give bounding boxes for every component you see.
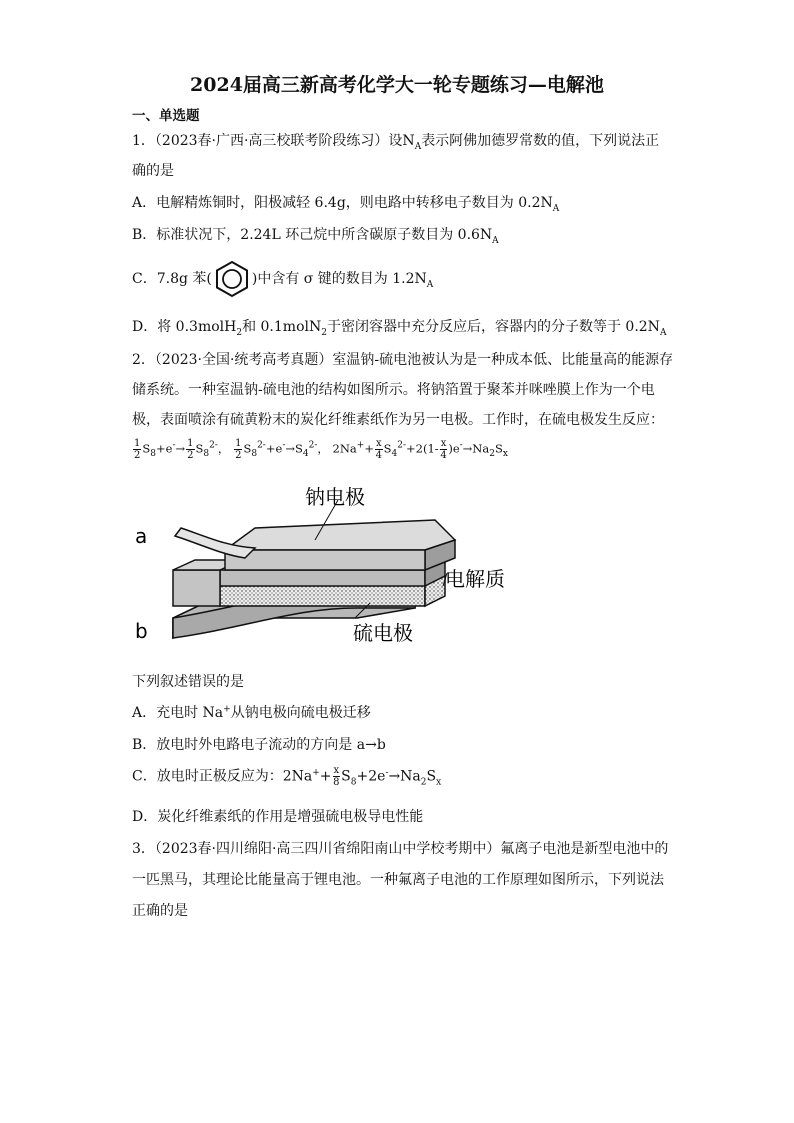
sodium-electrode-label: 钠电极 xyxy=(305,485,365,509)
terminal-a-label: a xyxy=(135,524,148,548)
q2-stem-line2: 储系统。一种室温钠-硫电池的结构如图所示。将钠箔置于聚苯并咪唑膜上作为一个电 xyxy=(132,382,655,398)
electrolyte-label: 电解质 xyxy=(445,567,505,591)
q3-stem-line2: 一匹黑马，其理论比能量高于锂电池。一种氟离子电池的工作原理如图所示，下列说法 xyxy=(132,872,664,888)
q2-option-b: B．放电时外电路电子流动的方向是 a→b xyxy=(132,737,386,753)
q1-option-d: D．将 0.3molH$_2$和 0.1molN$_2$于密闭容器中充分反应后，容器内的分子数等于 $0.2N_A$ xyxy=(132,319,667,338)
document-title: 2024届高三新高考化学大一轮专题练习—电解池 xyxy=(190,74,604,96)
section-heading: 一、单选题 xyxy=(132,108,200,124)
benzene-ring-icon xyxy=(212,259,252,299)
q1-option-b: B．标准状况下，2.24L 环己烷中所含碳原子数目为 $0.6N_A$ xyxy=(132,227,499,246)
q2-option-d: D．炭化纤维素纸的作用是增强硫电极导电性能 xyxy=(132,809,424,825)
q3-stem-line1: 3．（2023春·四川绵阳·高三四川省绵阳南山中学校考期中）氟离子电池是新型电池中的 xyxy=(132,841,669,857)
q2-ask: 下列叙述错误的是 xyxy=(132,674,244,690)
sulfur-electrode-label: 硫电极 xyxy=(353,621,413,645)
q1-option-a: A．电解精炼铜时，阳极减轻 6.4g，则电路中转移电子数目为 $0.2N_A$ xyxy=(132,195,560,214)
q1-stem-line1: 1．（2023春·广西·高三校联考阶段练习）设$N_A$表示阿佛加德罗常数的值，下列说法正 xyxy=(132,133,660,152)
battery-structure-figure xyxy=(125,478,545,668)
q2-option-c: C．放电时正极反应为：2Na++ $\frac{x}{8}$ $S_8+2e^-\to Na_2S_x$ xyxy=(132,765,442,788)
terminal-b-label: b xyxy=(135,619,148,643)
q2-option-a: A．充电时 Na+从钠电极向硫电极迁移 xyxy=(132,704,371,721)
q2-stem-line3: 极，表面喷涂有硫黄粉末的炭化纤维素纸作为另一电极。工作时，在硫电极发生反应： xyxy=(132,412,664,428)
q2-sulfur-reactions: $\frac{1}{2}$ $S_8+e^-\to$ $\frac{1}{2}$ $S_8^{2-}$， $\frac{1}{2}$ $S_8^{2-}+e^-\to S_4^{2-}$， 2Na++ $\frac{x}{4}$ $S_4^{2-}+2(1-$ $\frac{x}{4}$ )$e^-\to Na_2S_x$ xyxy=(134,438,508,461)
q2-stem-line1: 2．（2023·全国·统考高考真题）室温钠-硫电池被认为是一种成本低、比能量高的能源存 xyxy=(132,352,674,368)
q3-stem-line3: 正确的是 xyxy=(132,903,188,919)
q1-option-c: C．7.8g 苯( )中含有 σ 键的数目为 $1.2N_A$ xyxy=(132,259,433,299)
q1-stem-line2: 确的是 xyxy=(132,163,174,179)
